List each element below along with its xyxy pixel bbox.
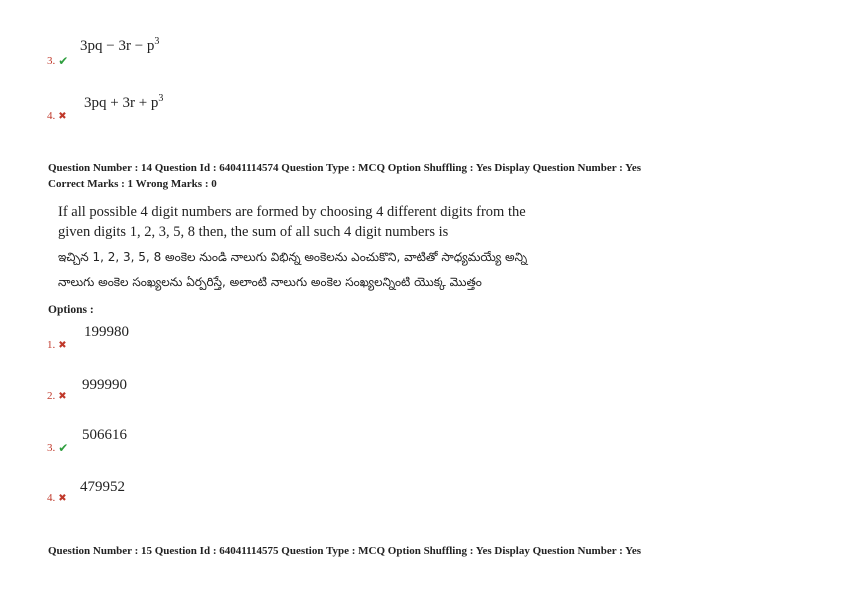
prev-option-3-number bbox=[47, 54, 68, 68]
cross-icon: ✖ bbox=[58, 492, 67, 504]
q14-option-1-num-label: 1. bbox=[47, 339, 56, 351]
prev-option-4-number bbox=[47, 110, 67, 122]
q14-option-2-text: 999990 bbox=[82, 377, 127, 393]
q14-option-4-text: 479952 bbox=[80, 479, 125, 495]
cross-icon: ✖ bbox=[58, 390, 67, 402]
q14-option-4-number bbox=[47, 492, 67, 504]
prev-option-4-base: 3pq + 3r + p bbox=[84, 95, 159, 111]
prev-option-3-num-label: 3. bbox=[47, 55, 56, 67]
prev-option-4-text bbox=[84, 93, 163, 112]
q14-option-3-num-label: 3. bbox=[47, 442, 56, 454]
options-label: Options : bbox=[48, 304, 94, 316]
question-14-text-te-1: ఇచ్చిన 1, 2, 3, 5, 8 అంకెల నుండి నాలుగు విభిన్న అంకెలను ఎంచుకొని, వాటితో సాధ్యమయ్యే అన్ని bbox=[58, 250, 528, 264]
q14-option-2-number bbox=[47, 390, 67, 402]
cross-icon: ✖ bbox=[58, 339, 67, 351]
question-15-meta: Question Number : 15 Question Id : 64041114575 Question Type : MCQ Option Shuffling : Yes Display Question Number : Yes bbox=[48, 545, 642, 557]
check-icon: ✔ bbox=[58, 441, 69, 455]
question-14-text-en-1: If all possible 4 digit numbers are formed by choosing 4 different digits from the bbox=[58, 204, 526, 220]
question-14-marks: Correct Marks : 1 Wrong Marks : 0 bbox=[48, 178, 217, 190]
q14-option-4-num-label: 4. bbox=[47, 492, 56, 504]
q14-option-3-number bbox=[47, 441, 68, 455]
prev-option-4-num-label: 4. bbox=[47, 110, 56, 122]
question-14-meta: Question Number : 14 Question Id : 64041114574 Question Type : MCQ Option Shuffling : Yes Display Question Number : Yes bbox=[48, 162, 642, 174]
q14-option-1-number bbox=[47, 339, 67, 351]
question-14-text-en-2: given digits 1, 2, 3, 5, 8 then, the sum of all such 4 digit numbers is bbox=[58, 224, 449, 240]
check-icon: ✔ bbox=[58, 54, 69, 68]
cross-icon: ✖ bbox=[58, 110, 67, 122]
q14-option-3-text: 506616 bbox=[82, 427, 127, 443]
q14-option-2-num-label: 2. bbox=[47, 390, 56, 402]
prev-option-3-text bbox=[80, 36, 159, 55]
prev-option-4-exponent: 3 bbox=[158, 93, 164, 104]
prev-option-3-base: 3pq − 3r − p bbox=[80, 38, 155, 54]
prev-option-3-exponent: 3 bbox=[154, 36, 160, 47]
question-14-text-te-2: నాలుగు అంకెల సంఖ్యలను ఏర్పరిస్తే, అలాంటి నాలుగు అంకెల సంఖ్యలన్నింటి యొక్క మొత్తం bbox=[58, 275, 482, 289]
q14-option-1-text: 199980 bbox=[84, 324, 129, 340]
